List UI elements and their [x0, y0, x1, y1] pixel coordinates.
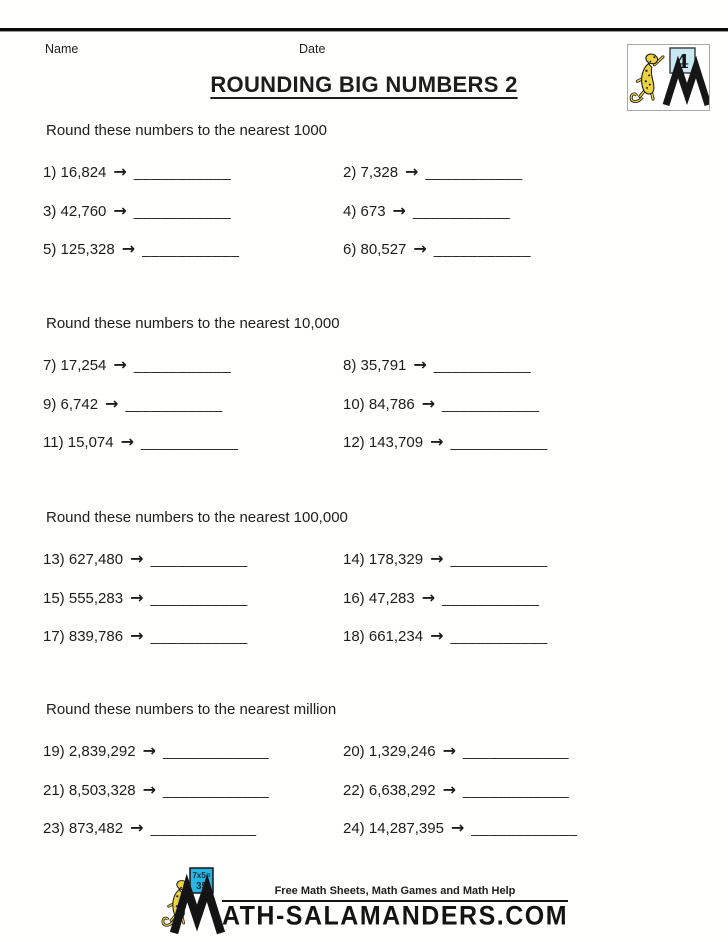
- answer-blank: ____________: [162, 743, 270, 760]
- problem-item: [343, 394, 691, 433]
- section-nearest-10000: [43, 315, 691, 471]
- answer-blank: ___________: [150, 589, 248, 607]
- answer-blank: ___________: [450, 628, 548, 645]
- name-field-label: Name: [45, 42, 79, 56]
- board-line2: 35: [195, 881, 208, 892]
- problem-item: [43, 162, 343, 201]
- problem-item: [343, 549, 691, 588]
- right-arrow-icon: →: [113, 200, 127, 220]
- answer-blank: ____________: [471, 820, 578, 837]
- right-arrow-icon: →: [120, 432, 135, 451]
- answer-blank: ___________: [442, 395, 540, 413]
- right-arrow-icon: →: [421, 393, 436, 413]
- right-arrow-icon: →: [430, 432, 444, 451]
- right-arrow-icon: →: [430, 549, 444, 568]
- right-arrow-icon: →: [105, 393, 119, 413]
- answer-blank: ___________: [133, 357, 232, 374]
- page-title: ROUNDING BIG NUMBERS 2: [210, 72, 518, 97]
- date-field-label: Date: [299, 42, 326, 56]
- problem-label: 24) 14,287,395: [343, 820, 444, 837]
- answer-blank: ___________: [450, 551, 548, 568]
- right-arrow-icon: →: [130, 818, 144, 837]
- problem-grid: [43, 741, 691, 857]
- section-instruction: Round these numbers to the nearest 10,000: [46, 315, 340, 332]
- problem-item: [43, 626, 343, 665]
- problem-label: 10) 84,786: [343, 395, 415, 413]
- answer-blank: ___________: [141, 434, 239, 451]
- section-nearest-1000: [43, 122, 691, 278]
- board-line1: 7x5=: [192, 871, 211, 880]
- right-arrow-icon: →: [113, 162, 127, 181]
- footer-tagline: Free Math Sheets, Math Games and Math Help: [274, 884, 516, 897]
- problem-item: [43, 818, 343, 857]
- header-rule: [0, 28, 728, 32]
- answer-blank: ___________: [442, 589, 540, 607]
- problem-item: [343, 780, 691, 819]
- answer-blank: ___________: [133, 202, 232, 220]
- problem-label: 13) 627,480: [43, 551, 124, 568]
- footer-text-block: [222, 885, 568, 936]
- problem-label: 19) 2,839,292: [43, 743, 136, 760]
- footer-branding: [0, 866, 728, 936]
- right-arrow-icon: →: [442, 779, 456, 799]
- answer-blank: ___________: [150, 551, 248, 568]
- section-nearest-100000: [43, 509, 691, 665]
- problem-item: [343, 162, 691, 201]
- problem-item: [43, 201, 343, 240]
- answer-blank: ___________: [433, 241, 532, 258]
- problem-item: [43, 432, 343, 471]
- grade-number: 4: [675, 51, 690, 73]
- problem-label: 15) 555,283: [43, 589, 124, 607]
- problem-label: 23) 873,482: [43, 820, 124, 837]
- site-name: ATH-SALAMANDERS.COM: [221, 900, 569, 931]
- right-arrow-icon: →: [142, 779, 156, 799]
- right-arrow-icon: →: [413, 239, 427, 258]
- problem-item: [43, 549, 343, 588]
- problem-item: [343, 239, 691, 278]
- problem-item: [43, 394, 343, 433]
- answer-blank: ____________: [462, 743, 570, 760]
- answer-blank: ___________: [142, 241, 240, 258]
- right-arrow-icon: →: [421, 587, 436, 607]
- problem-item: [43, 588, 343, 627]
- problem-item: [343, 818, 691, 857]
- problem-item: [43, 741, 343, 780]
- problem-label: 12) 143,709: [343, 434, 424, 451]
- problem-label: 6) 80,527: [343, 241, 407, 258]
- problem-item: [343, 355, 691, 394]
- problem-item: [343, 626, 691, 665]
- section-nearest-million: [43, 701, 691, 857]
- answer-blank: ____________: [162, 781, 270, 799]
- right-arrow-icon: →: [130, 587, 144, 607]
- problem-item: [43, 239, 343, 278]
- answer-blank: ___________: [150, 628, 248, 645]
- problem-grid: [43, 549, 691, 665]
- problem-label: 3) 42,760: [43, 202, 107, 220]
- problem-item: [343, 201, 691, 240]
- answer-blank: ___________: [450, 434, 548, 451]
- right-arrow-icon: →: [142, 741, 156, 760]
- answer-blank: ___________: [412, 202, 511, 220]
- right-arrow-icon: →: [121, 239, 136, 258]
- answer-blank: ___________: [433, 357, 532, 374]
- problem-grid: [43, 162, 691, 278]
- problem-item: [343, 588, 691, 627]
- right-arrow-icon: →: [392, 200, 406, 220]
- problem-label: 1) 16,824: [43, 164, 107, 181]
- problem-grid: [43, 355, 691, 471]
- problem-label: 18) 661,234: [343, 628, 424, 645]
- problem-label: 14) 178,329: [343, 551, 424, 568]
- section-instruction: Round these numbers to the nearest 1000: [46, 122, 328, 139]
- problem-label: 20) 1,329,246: [343, 743, 436, 760]
- problem-label: 8) 35,791: [343, 357, 407, 374]
- problem-label: 7) 17,254: [43, 357, 107, 374]
- problem-item: [43, 355, 343, 394]
- right-arrow-icon: →: [113, 355, 127, 374]
- answer-blank: ___________: [133, 164, 232, 181]
- problem-item: [343, 741, 691, 780]
- answer-blank: ___________: [125, 395, 223, 413]
- section-instruction: Round these numbers to the nearest 100,000: [46, 509, 348, 526]
- problem-label: 17) 839,786: [43, 628, 124, 645]
- problem-label: 21) 8,503,328: [43, 781, 136, 799]
- problem-label: 16) 47,283: [343, 589, 415, 607]
- right-arrow-icon: →: [430, 626, 444, 645]
- problem-item: [343, 432, 691, 471]
- answer-blank: ___________: [425, 164, 523, 181]
- section-instruction: Round these numbers to the nearest million: [46, 701, 337, 718]
- problem-label: 4) 673: [343, 202, 386, 220]
- problem-label: 22) 6,638,292: [343, 781, 436, 799]
- problem-label: 2) 7,328: [343, 164, 399, 181]
- right-arrow-icon: →: [130, 549, 144, 568]
- problem-label: 5) 125,328: [43, 241, 115, 258]
- right-arrow-icon: →: [130, 626, 144, 645]
- problem-label: 11) 15,074: [43, 434, 114, 451]
- problem-label: 9) 6,742: [43, 395, 99, 413]
- footer-salamander-logo: [160, 866, 226, 936]
- right-arrow-icon: →: [442, 741, 456, 760]
- right-arrow-icon: →: [405, 162, 419, 181]
- answer-blank: ____________: [150, 820, 257, 837]
- problem-item: [43, 780, 343, 819]
- right-arrow-icon: →: [450, 818, 465, 837]
- letter-m-icon: [174, 888, 221, 933]
- answer-blank: ____________: [462, 781, 570, 799]
- right-arrow-icon: →: [413, 355, 427, 374]
